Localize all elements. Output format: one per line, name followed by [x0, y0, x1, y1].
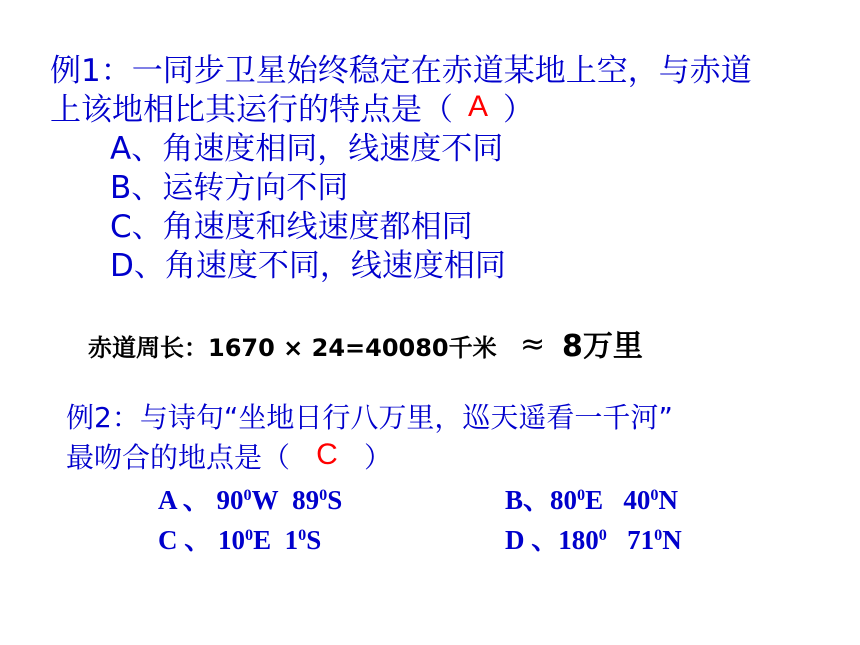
example2-option-d: D 、$180^0$ $71^0N$: [505, 525, 682, 555]
example2-question-line2: [66, 438, 393, 474]
example1-question-prefix: 上该地相比其运行的特点是（: [50, 92, 453, 128]
example1-option-b: B、运转方向不同: [110, 170, 349, 206]
example1-option-d: D、角速度不同，线速度相同: [110, 248, 506, 284]
example2-option-c: C 、 $10^0E$ $1^0S$: [158, 525, 322, 555]
example2-option-b: B、$80^0E$ $40^0N$: [505, 485, 678, 515]
example1-option-a: A、角速度相同，线速度不同: [110, 131, 504, 167]
example2-answer: C: [316, 438, 338, 471]
example1-answer: A: [467, 90, 488, 123]
example1-question-line2: [50, 90, 534, 128]
approx-symbol: ≈: [520, 327, 546, 362]
equator-circumference-note: 赤道周长：1670 × 24=40080千米: [88, 334, 497, 362]
example1-question-line1: 例1：一同步卫星始终稳定在赤道某地上空，与赤道: [50, 53, 752, 89]
example2-option-a: A 、 $90^0W$ $89^0S$: [158, 485, 343, 515]
example1-question-suffix: ）: [503, 92, 534, 128]
example1-option-c: C、角速度和线速度都相同: [110, 209, 473, 245]
example2-question-suffix: ）: [364, 441, 393, 474]
example2-question-prefix: 最吻合的地点是（: [66, 441, 291, 474]
example2-question-line1: 例2：与诗句“坐地日行八万里，巡天遥看一千河”: [66, 401, 673, 434]
equator-result: 8万里: [562, 329, 643, 364]
